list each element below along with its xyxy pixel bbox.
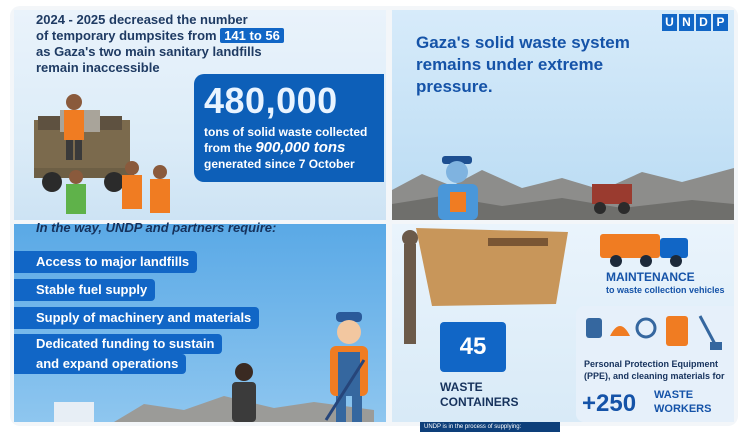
caption-line-3: generated since 7 October (204, 157, 355, 171)
worker-illustration-2 (58, 168, 94, 218)
worker-cap-illustration (428, 152, 488, 220)
logo-letter: D (696, 14, 711, 31)
logo-letter: P (713, 14, 728, 31)
sweeper-worker-illustration (318, 312, 378, 422)
ppe-description: Personal Protection Equipment (PPE), and cleaning materials for (584, 359, 725, 381)
logo-letter: N (679, 14, 694, 31)
containers-label-line-2: CONTAINERS (440, 395, 519, 409)
workers-label-line-2: WORKERS (654, 403, 712, 415)
waste-truck-icon (600, 228, 696, 268)
workers-count: +250 (582, 390, 637, 417)
panel-pressure (392, 10, 734, 220)
pressure-headline: Gaza's solid waste system remains under extreme pressure. (416, 33, 630, 96)
maintenance-subtitle: to waste collection vehicles (606, 285, 725, 295)
waste-collected-caption (204, 124, 374, 172)
child-illustration (226, 362, 262, 422)
waste-collected-value: 480,000 (204, 80, 338, 121)
intro-line-2-text: of temporary dumpsites from (36, 28, 221, 43)
panel-dumpsites (14, 10, 386, 220)
containers-label (440, 380, 518, 410)
infographic-frame (10, 6, 738, 430)
requirements-heading: In the way, UNDP and partners require: (36, 220, 277, 235)
workers-label-line-1: WASTE (654, 389, 694, 401)
dumpsite-count-pill: 141 to 56 (220, 28, 284, 43)
ppe-icons (584, 312, 724, 352)
supply-strip: UNDP is in the process of supplying: (420, 422, 560, 432)
panel-requirements (14, 220, 386, 422)
intro-line-2 (36, 28, 336, 44)
requirement-landfills: Access to major landfills (14, 251, 197, 273)
requirement-machinery: Supply of machinery and materials (14, 307, 259, 329)
intro-line-1: 2024 - 2025 decreased the number (36, 12, 248, 27)
maintenance-title: MAINTENANCE (606, 270, 695, 284)
worker-illustration-1 (54, 92, 94, 162)
panel-supplies (392, 224, 734, 430)
workers-label (654, 388, 711, 416)
caption-line-1: tons of solid waste collected (204, 125, 368, 139)
requirement-funding-line-2: and expand operations (14, 354, 186, 374)
waste-collected-card (194, 74, 384, 182)
caption-line-2-prefix: from the (204, 141, 256, 155)
intro-line-4: remain inaccessible (36, 60, 160, 75)
logo-letter: U (662, 14, 677, 31)
waste-generated-value: 900,000 tons (255, 139, 346, 156)
intro-line-3: as Gaza's two main sanitary landfills (36, 44, 262, 59)
requirement-fuel: Stable fuel supply (14, 279, 155, 301)
dumpsite-intro (36, 12, 336, 76)
containers-label-line-1: WASTE (440, 380, 483, 394)
requirement-funding-line-1: Dedicated funding to sustain (14, 334, 222, 354)
worker-illustration-3 (116, 158, 176, 218)
undp-logo (662, 14, 728, 31)
containers-count: 45 (440, 322, 506, 372)
